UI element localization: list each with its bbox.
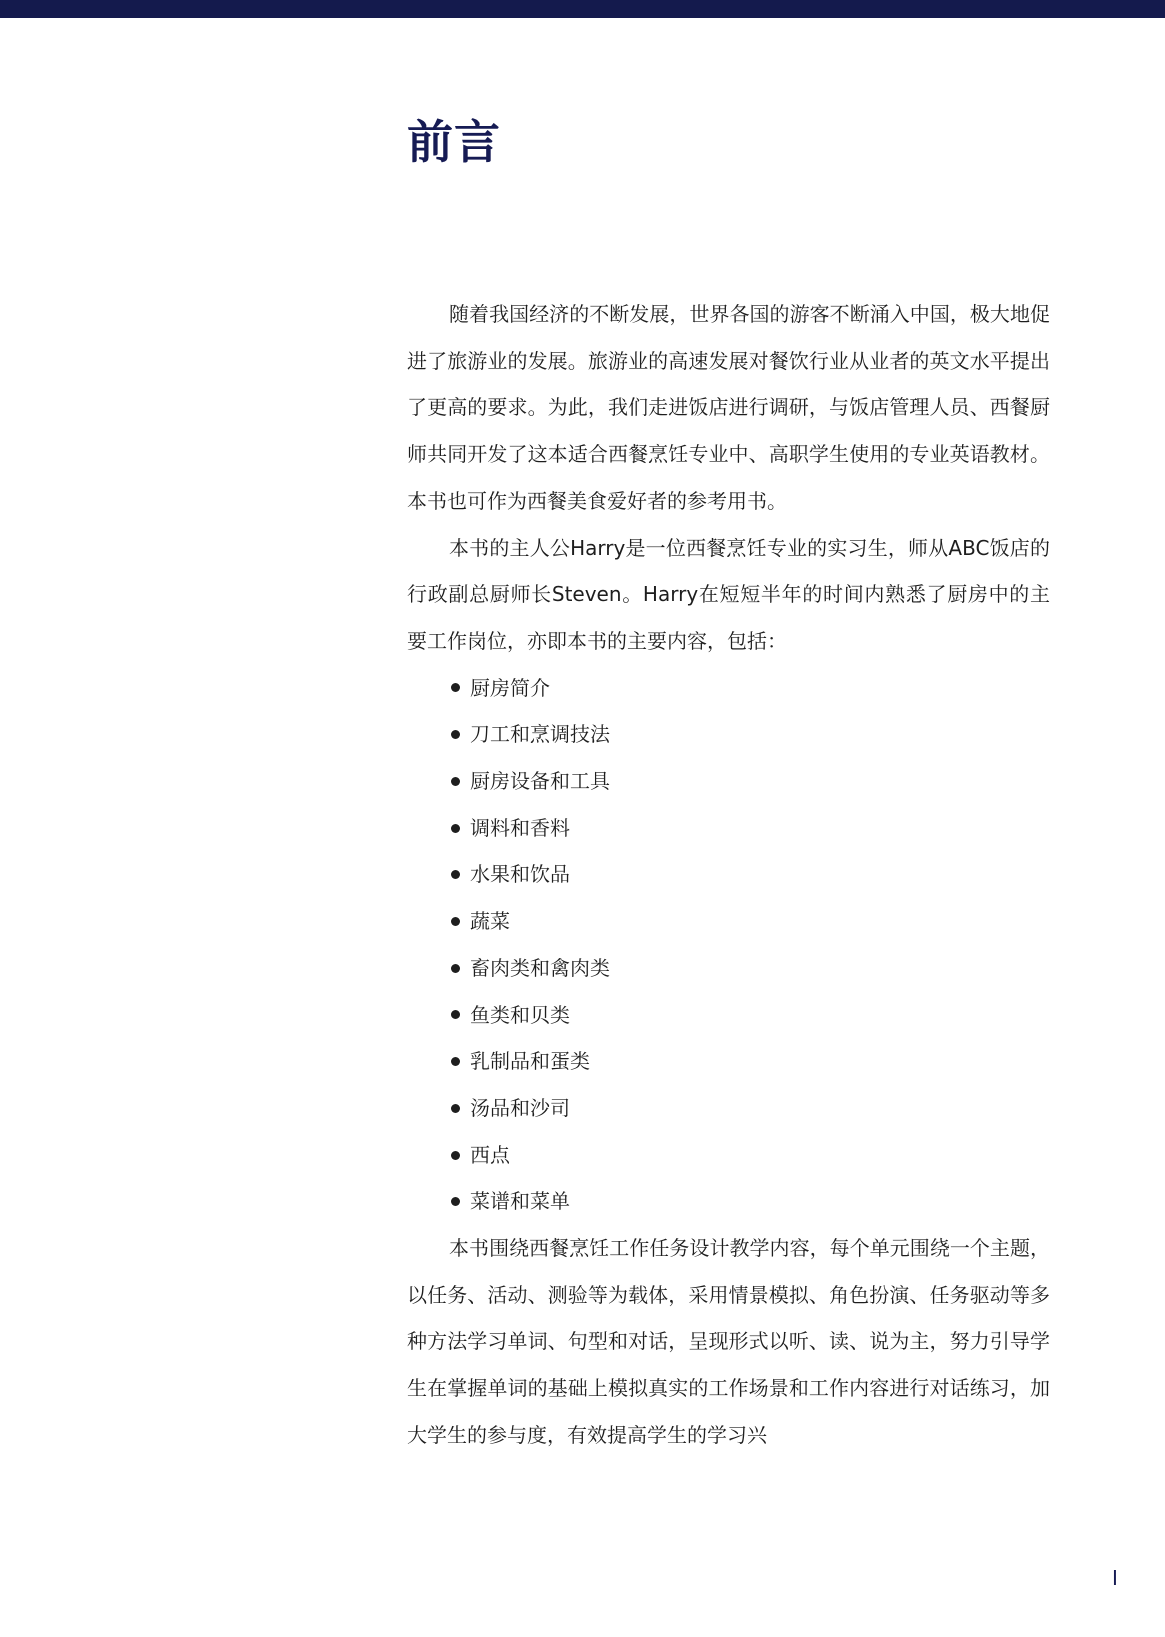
page-title: 前言 (407, 115, 501, 169)
bullet-icon (451, 1151, 460, 1160)
list-item (451, 851, 1050, 898)
list-item-label: 蔬菜 (470, 909, 510, 934)
paragraph: 本书围绕西餐烹饪工作任务设计教学内容，每个单元围绕一个主题，以任务、活动、测验等为载体，采用情景模拟、角色扮演、任务驱动等多种方法学习单词、句型和对话，呈现形式以听、读、说为主，努力引导学生在掌握单词的基础上模拟真实的工作场景和工作内容进行对话练习，加大学生的参与度，有效提高学生的学习兴 (407, 1236, 1050, 1447)
list-item (451, 758, 1050, 805)
bullet-icon (451, 917, 460, 926)
list-item (451, 992, 1050, 1039)
list-item-label: 西点 (470, 1142, 510, 1167)
list-item-label: 畜肉类和禽肉类 (470, 955, 610, 980)
bullet-icon (451, 777, 460, 786)
bullet-icon (451, 1104, 460, 1113)
list-item (451, 711, 1050, 758)
list-item-label: 厨房设备和工具 (470, 769, 610, 794)
page-number: I (1112, 1566, 1118, 1590)
bullet-icon (451, 824, 460, 833)
bullet-icon (451, 1010, 460, 1019)
bullet-icon (451, 1197, 460, 1206)
list-item (451, 1085, 1050, 1132)
bullet-icon (451, 730, 460, 739)
bullet-icon (451, 870, 460, 879)
list-item-label: 菜谱和菜单 (470, 1189, 570, 1214)
list-item (451, 665, 1050, 712)
bullet-icon (451, 683, 460, 692)
list-item-label: 鱼类和贝类 (470, 1002, 570, 1027)
paragraph: 本书的主人公Harry是一位西餐烹饪专业的实习生，师从ABC饭店的行政副总厨师长Steven。Harry在短短半年的时间内熟悉了厨房中的主要工作岗位，亦即本书的主要内容，包括： (407, 535, 1050, 653)
list-item-label: 厨房简介 (470, 675, 550, 700)
list-item (451, 945, 1050, 992)
bullet-icon (451, 964, 460, 973)
list-item (451, 898, 1050, 945)
list-item (451, 805, 1050, 852)
paragraph: 随着我国经济的不断发展，世界各国的游客不断涌入中国，极大地促进了旅游业的发展。旅游业的高速发展对餐饮行业从业者的英文水平提出了更高的要求。为此，我们走进饭店进行调研，与饭店管理人员、西餐厨师共同开发了这本适合西餐烹饪专业中、高职学生使用的专业英语教材。本书也可作为西餐美食爱好者的参考用书。 (407, 302, 1050, 513)
list-item-label: 乳制品和蛋类 (470, 1049, 590, 1074)
list-item (451, 1178, 1050, 1225)
bullet-icon (451, 1057, 460, 1066)
contents-list (407, 665, 1050, 1225)
list-item (451, 1038, 1050, 1085)
list-item (451, 1132, 1050, 1179)
list-item-label: 水果和饮品 (470, 862, 570, 887)
body-text (407, 291, 1050, 1459)
list-item-label: 汤品和沙司 (470, 1095, 570, 1120)
list-item-label: 刀工和烹调技法 (470, 722, 610, 747)
top-color-bar (0, 0, 1165, 18)
list-item-label: 调料和香料 (470, 815, 570, 840)
